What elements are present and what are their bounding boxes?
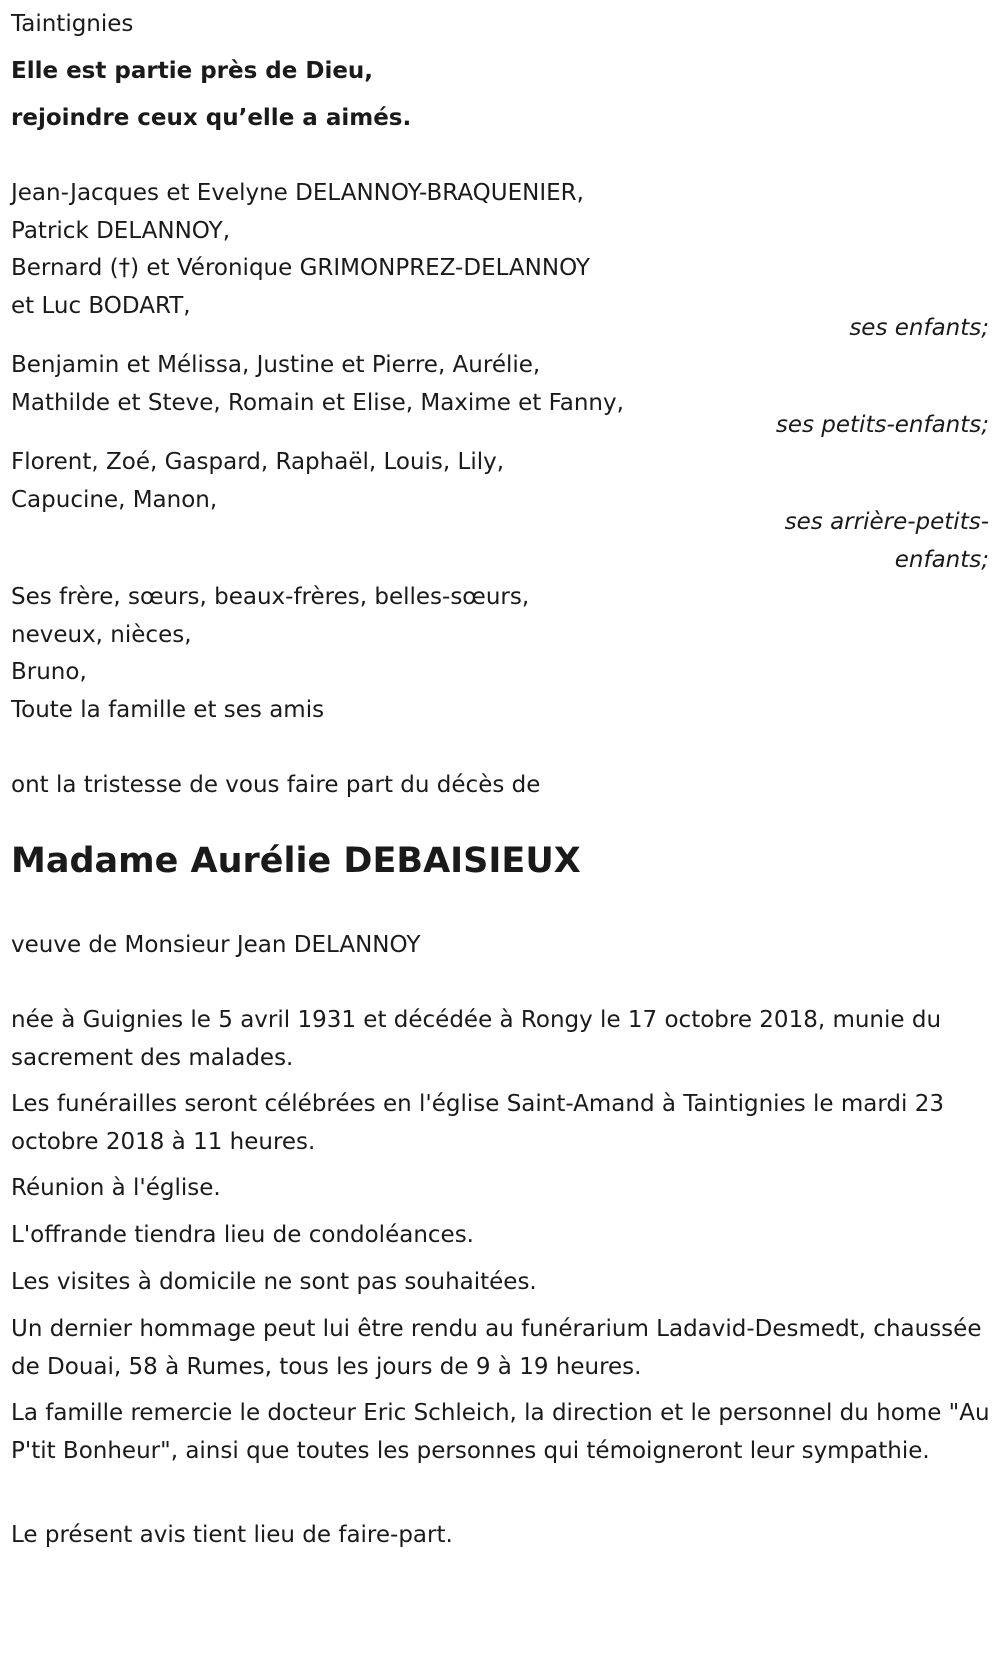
great-grandchildren-line: Florent, Zoé, Gaspard, Raphaël, Louis, Lily, bbox=[11, 449, 505, 475]
visits-note: Les visites à domicile ne sont pas souhaitées. bbox=[11, 1269, 537, 1295]
funeral-details: Les funérailles seront célébrées en l'église Saint-Amand à Taintignies le mardi 23 octobre 2018 à 11 heures. bbox=[11, 1091, 944, 1155]
others-line: Toute la famille et ses amis bbox=[11, 697, 325, 723]
offering-note: L'offrande tiendra lieu de condoléances. bbox=[11, 1222, 474, 1248]
verse-line-2: rejoindre ceux qu’elle a aimés. bbox=[11, 105, 412, 131]
verse-line-1: Elle est partie près de Dieu, bbox=[11, 58, 374, 84]
children-line: Bernard (†) et Véronique GRIMONPREZ-DELANNOY bbox=[11, 255, 590, 281]
grandchildren-line: Benjamin et Mélissa, Justine et Pierre, Aurélie, bbox=[11, 352, 541, 378]
others-line: neveux, nièces, bbox=[11, 622, 192, 648]
deceased-name: Madame Aurélie DEBAISIEUX bbox=[11, 841, 581, 881]
widow-of: veuve de Monsieur Jean DELANNOY bbox=[11, 932, 421, 958]
tribute-details: Un dernier hommage peut lui être rendu au funérarium Ladavid-Desmedt, chaussée de Douai, 58 à Rumes, tous les jours de 9 à 19 heures. bbox=[11, 1316, 982, 1380]
location: Taintignies bbox=[11, 11, 134, 37]
meeting-place: Réunion à l'église. bbox=[11, 1175, 221, 1201]
thanks-note: La famille remercie le docteur Eric Schleich, la direction et le personnel du home "Au P'tit Bonheur", ainsi que toutes les personnes qui témoigneront leur sympathie. bbox=[11, 1400, 990, 1464]
others-line: Ses frère, sœurs, beaux-frères, belles-sœurs, bbox=[11, 584, 530, 610]
great-grandchildren-role-1: ses arrière-petits- bbox=[784, 509, 989, 535]
great-grandchildren-line: Capucine, Manon, bbox=[11, 487, 218, 513]
announcement: ont la tristesse de vous faire part du décès de bbox=[11, 772, 541, 798]
children-line: et Luc BODART, bbox=[11, 293, 191, 319]
birth-death-details: née à Guignies le 5 avril 1931 et décédée à Rongy le 17 octobre 2018, munie du sacrement des malades. bbox=[11, 1007, 942, 1071]
children-role: ses enfants; bbox=[849, 315, 989, 341]
closing-note: Le présent avis tient lieu de faire-part. bbox=[11, 1522, 453, 1548]
others-line: Bruno, bbox=[11, 659, 87, 685]
grandchildren-line: Mathilde et Steve, Romain et Elise, Maxime et Fanny, bbox=[11, 390, 624, 416]
children-line: Patrick DELANNOY, bbox=[11, 218, 231, 244]
grandchildren-role: ses petits-enfants; bbox=[775, 412, 989, 438]
children-line: Jean-Jacques et Evelyne DELANNOY-BRAQUENIER, bbox=[11, 180, 584, 206]
great-grandchildren-role-2: enfants; bbox=[894, 547, 989, 573]
